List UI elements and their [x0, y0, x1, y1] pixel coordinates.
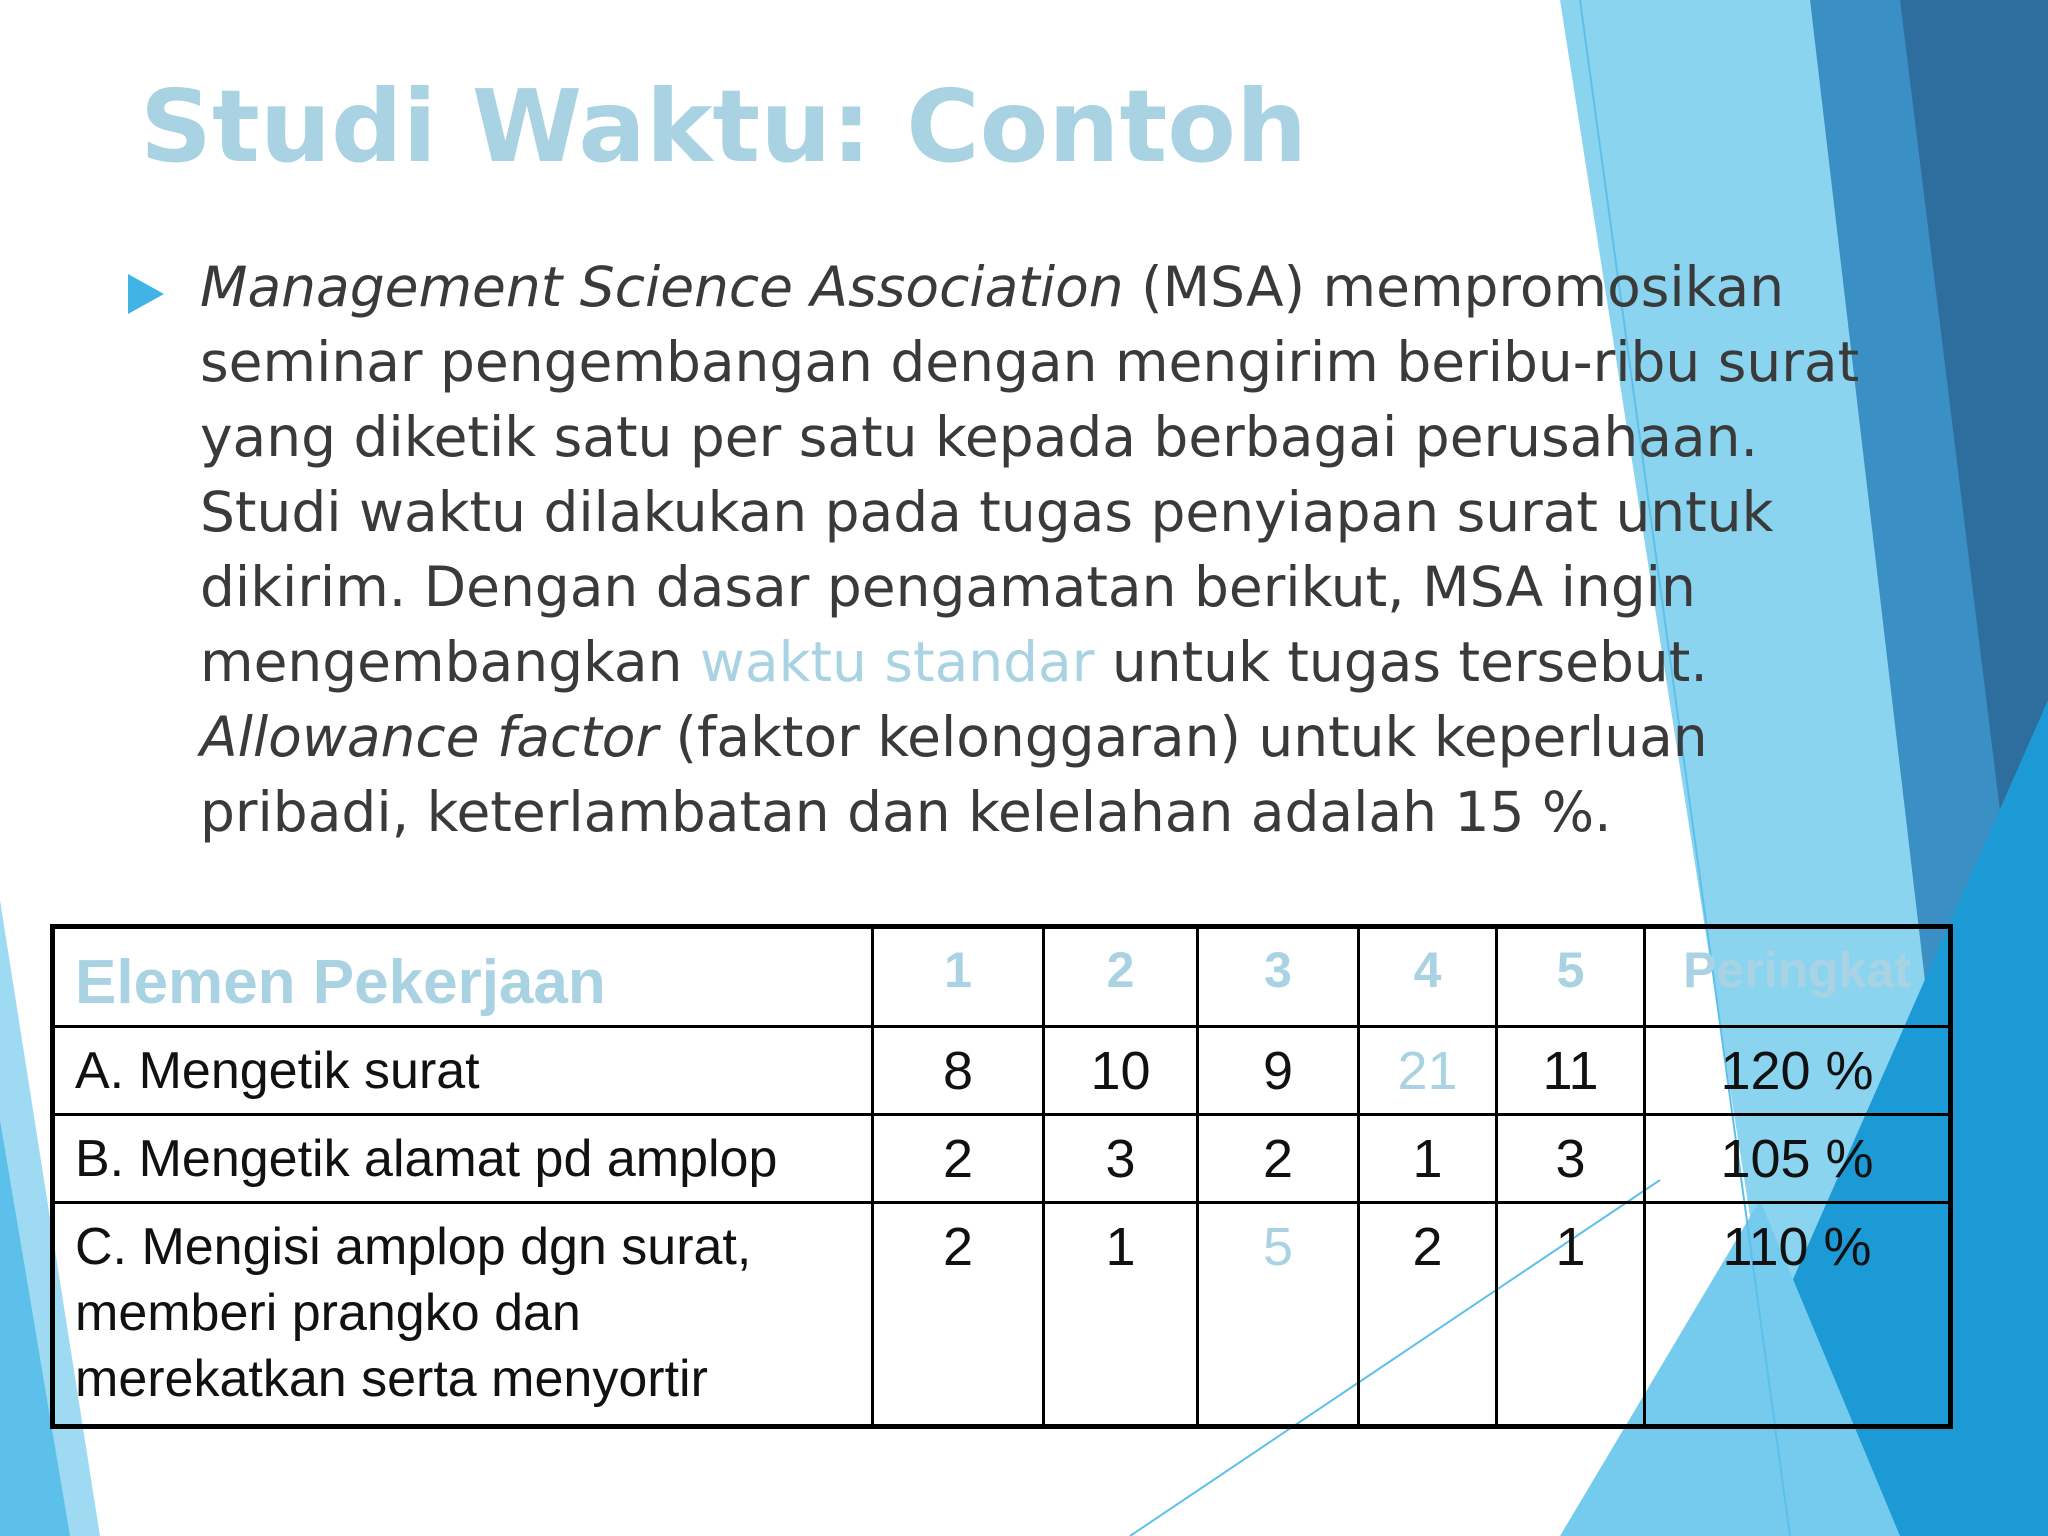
allowance-italic: Allowance factor	[200, 705, 659, 769]
paragraph-line-5: dikirim. Dengan dasar pengamatan berikut, MSA ingin	[200, 555, 1696, 619]
row-c-rating: 110 %	[1645, 1203, 1951, 1427]
row-c-obs-1: 2	[873, 1203, 1044, 1427]
row-c-element	[53, 1203, 873, 1427]
row-a-obs-1: 8	[873, 1027, 1044, 1115]
paragraph-line-6: mengembangkan waktu standar untuk tugas tersebut.	[200, 630, 1708, 694]
row-b-rating: 105 %	[1645, 1115, 1951, 1203]
body-paragraph	[200, 250, 1900, 850]
row-a-obs-2: 10	[1044, 1027, 1198, 1115]
row-a-obs-3: 9	[1198, 1027, 1359, 1115]
header-obs-2: 2	[1044, 927, 1198, 1027]
waktu-standar-highlight: waktu standar	[699, 630, 1095, 694]
table-header-row	[53, 927, 1951, 1027]
paragraph-line-2: seminar pengembangan dengan mengirim beribu-ribu surat	[200, 330, 1860, 394]
msa-italic: Management Science Association	[200, 255, 1124, 319]
row-b-obs-2: 3	[1044, 1115, 1198, 1203]
row-a-obs-5: 11	[1497, 1027, 1645, 1115]
row-b-obs-5: 3	[1497, 1115, 1645, 1203]
header-obs-5: 5	[1497, 927, 1645, 1027]
table-row	[53, 1027, 1951, 1115]
slide-title: Studi Waktu: Contoh	[140, 68, 1308, 185]
row-a-obs-4: 21	[1359, 1027, 1497, 1115]
row-c-element-line-1: C. Mengisi amplop dgn surat,	[75, 1218, 752, 1276]
header-obs-1: 1	[873, 927, 1044, 1027]
row-b-element: B. Mengetik alamat pd amplop	[53, 1115, 873, 1203]
paragraph-line-4: Studi waktu dilakukan pada tugas penyiapan surat untuk	[200, 480, 1774, 544]
row-a-element: A. Mengetik surat	[53, 1027, 873, 1115]
header-obs-3: 3	[1198, 927, 1359, 1027]
paragraph-line-3: yang diketik satu per satu kepada berbagai perusahaan.	[200, 405, 1758, 469]
row-c-element-line-3: merekatkan serta menyortir	[75, 1350, 708, 1408]
row-c-obs-2: 1	[1044, 1203, 1198, 1427]
table-row	[53, 1203, 1951, 1427]
row-c-element-line-2: memberi prangko dan	[75, 1284, 581, 1342]
row-c-obs-4: 2	[1359, 1203, 1497, 1427]
row-b-obs-4: 1	[1359, 1115, 1497, 1203]
row-a-rating: 120 %	[1645, 1027, 1951, 1115]
paragraph-line-1: Management Science Association (MSA) mempromosikan	[200, 255, 1785, 319]
row-b-obs-3: 2	[1198, 1115, 1359, 1203]
row-c-obs-5: 1	[1497, 1203, 1645, 1427]
header-obs-4: 4	[1359, 927, 1497, 1027]
observation-table	[50, 924, 1953, 1429]
table-row	[53, 1115, 1951, 1203]
header-peringkat: Peringkat	[1645, 927, 1951, 1027]
row-b-obs-1: 2	[873, 1115, 1044, 1203]
paragraph-line-7: Allowance factor (faktor kelonggaran) untuk keperluan	[200, 705, 1708, 769]
paragraph-line-8: pribadi, keterlambatan dan kelelahan adalah 15 %.	[200, 780, 1612, 844]
bullet-triangle-icon	[128, 274, 164, 314]
header-elemen-pekerjaan: Elemen Pekerjaan	[53, 927, 873, 1027]
row-c-obs-3: 5	[1198, 1203, 1359, 1427]
